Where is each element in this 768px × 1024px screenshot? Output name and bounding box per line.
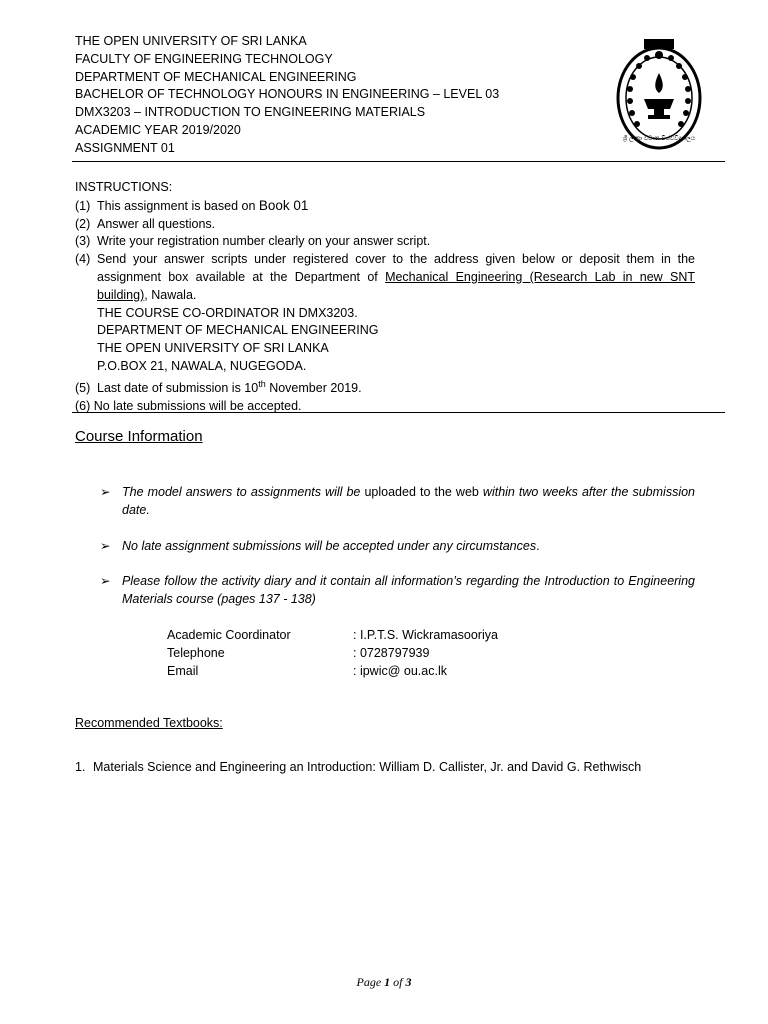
address-line: THE COURSE CO-ORDINATOR IN DMX3203.: [97, 305, 358, 320]
textbook-item: [75, 757, 675, 778]
instruction-text: No late submissions will be accepted.: [93, 398, 302, 413]
header-divider: [72, 161, 725, 162]
contact-value: : 0728797939: [353, 646, 430, 660]
instruction-number: (4): [75, 252, 91, 267]
recommended-textbooks-heading: Recommended Textbooks:: [75, 716, 223, 730]
textbook-number: 1.: [75, 760, 86, 774]
course-name: DMX3203 – INTRODUCTION TO ENGINEERING MATERIALS: [75, 105, 426, 120]
contact-value: : ipwic@ ou.ac.lk: [353, 664, 447, 678]
contact-row: [167, 626, 498, 644]
assignment-title: ASSIGNMENT 01: [75, 140, 175, 155]
faculty-name: FACULTY OF ENGINEERING TECHNOLOGY: [75, 51, 333, 66]
contact-value: : I.P.T.S. Wickramasooriya: [353, 628, 498, 642]
instructions-section: [75, 179, 695, 416]
page-number: 1: [384, 975, 391, 989]
bullet-item: ➢ The model answers to assignments will be uploaded to the web within two weeks after the submission date.: [100, 485, 695, 517]
arrow-bullet-icon: ➢: [100, 485, 111, 499]
instruction-5: (5) Last date of submission is 10th November 2019.: [75, 376, 695, 398]
contact-row: [167, 662, 498, 680]
contact-label: Academic Coordinator: [167, 628, 291, 642]
instruction-3: [75, 233, 695, 251]
logo-caption: ශ්‍රී ලංකා විවෘත විශ්වවිද්‍යාලය: [622, 135, 696, 142]
instruction-text: This assignment is based on: [97, 198, 259, 213]
university-logo-icon: [614, 33, 704, 153]
instruction-number: (6): [75, 398, 91, 413]
instruction-text: Answer all questions.: [97, 216, 216, 231]
programme-name: BACHELOR OF TECHNOLOGY HONOURS IN ENGINEERING – LEVEL 03: [75, 87, 500, 102]
page-total: 3: [405, 975, 412, 989]
university-name: THE OPEN UNIVERSITY OF SRI LANKA: [75, 34, 307, 48]
course-info-bullets: [100, 484, 695, 627]
instruction-1: [75, 197, 695, 216]
contact-details: [167, 626, 498, 680]
instruction-number: (2): [75, 216, 91, 231]
instruction-text: Last date of submission is 10: [97, 380, 259, 395]
textbook-title: Materials Science and Engineering an Introduction: William D. Callister, Jr. and David G. Rethwisch: [93, 760, 642, 774]
course-information-heading: Course Information: [75, 428, 203, 445]
postal-address: [75, 305, 695, 376]
book-reference: Book 01: [258, 197, 309, 213]
instructions-divider: [72, 412, 725, 413]
arrow-bullet-icon: ➢: [100, 538, 111, 553]
address-line: DEPARTMENT OF MECHANICAL ENGINEERING: [97, 323, 379, 338]
document-header: [75, 33, 595, 158]
address-line: P.O.BOX 21, NAWALA, NUGEGODA.: [97, 358, 307, 373]
address-line: THE OPEN UNIVERSITY OF SRI LANKA: [97, 341, 329, 356]
bullet-item: ➢ Please follow the activity diary and it contain all information’s regarding the Introduction to Engineering Materials course (pages 137 - 138): [100, 574, 695, 607]
arrow-bullet-icon: ➢: [100, 574, 111, 589]
contact-row: [167, 644, 498, 662]
contact-label: Telephone: [167, 646, 225, 660]
instruction-text: Write your registration number clearly on your answer script.: [97, 234, 431, 249]
instruction-2: [75, 216, 695, 234]
instruction-number: (1): [75, 198, 91, 213]
contact-label: Email: [167, 664, 199, 678]
instruction-number: (3): [75, 234, 91, 249]
instruction-text: Send your answer scripts under registered cover to the address given below or deposit them in the assignment box available at the Department of Mechanical Engineering (Research Lab in new SNT building), Nawala.: [97, 252, 695, 302]
department-location-link: Mechanical Engineering (Research Lab in new SNT building): [97, 269, 695, 302]
instruction-4: [75, 251, 695, 304]
instructions-title: INSTRUCTIONS:: [75, 180, 173, 194]
department-name: DEPARTMENT OF MECHANICAL ENGINEERING: [75, 69, 357, 84]
academic-year: ACADEMIC YEAR 2019/2020: [75, 122, 241, 137]
instruction-number: (5): [75, 380, 91, 395]
bullet-item: ➢ No late assignment submissions will be accepted under any circumstances.: [100, 538, 695, 556]
page-footer: Page 1 of 3: [356, 975, 412, 989]
